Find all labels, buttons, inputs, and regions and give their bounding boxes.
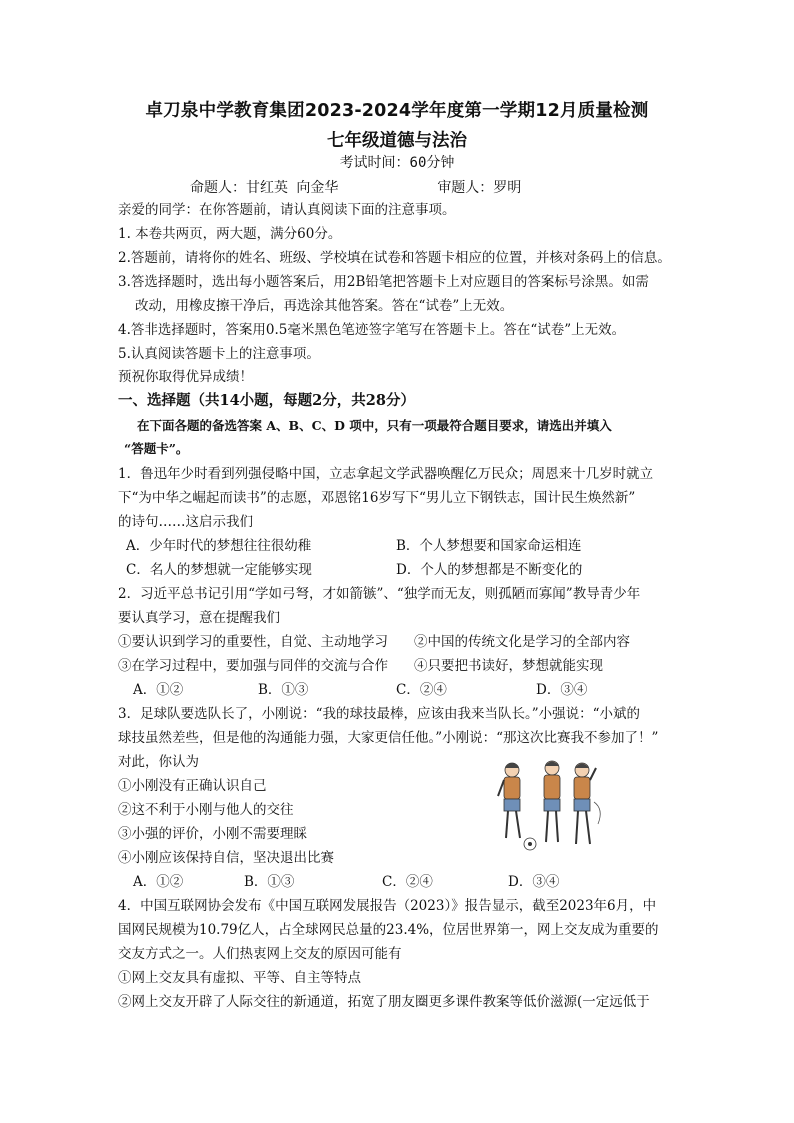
question-text: 球技虽然差些，但是他的沟通能力强，大家更信任他。”小刚说：“那这次比赛我不参加了！” [118,730,659,746]
notice-greeting: 亲爱的同学：在你答题前，请认真阅读下面的注意事项。 [118,202,456,218]
option-b: B．①③ [244,874,295,890]
question-text: 交友方式之一。人们热衷网上交友的原因可能有 [118,946,402,962]
section-instruction: “答题卡”。 [124,441,189,456]
notice-item: 改动，用橡皮擦干净后，再选涂其他答案。答在“试卷”上无效。 [135,298,514,314]
option-d: D．③④ [508,874,560,890]
option-c: C．名人的梦想就一定能够实现 [126,562,312,578]
statement: ②中国的传统文化是学习的全部内容 [414,634,630,650]
notice-item: 2.答题前，请将你的姓名、班级、学校填在试卷和答题卡相应的位置，并核对条码上的信息。 [118,250,671,266]
player-figure [498,763,520,838]
notice-item: 4.答非选择题时，答案用0.5毫米黑色笔迹签字笔写在答题卡上。答在“试卷”上无效。 [118,322,626,338]
exam-subtitle: 七年级道德与法治 [327,131,467,151]
notice-wish: 预祝你取得优异成绩！ [118,369,253,385]
exam-title: 卓刀泉中学教育集团2023-2024学年度第一学期12月质量检测 [145,101,649,121]
statement: ③小强的评价，小刚不需要理睬 [118,826,307,842]
option-b: B．个人梦想要和国家命运相连 [396,538,582,554]
setter: 命题人：甘红英 向金华 [190,180,339,196]
notice-item: 5.认真阅读答题卡上的注意事项。 [118,346,320,362]
question-text: 2．习近平总书记引用“学如弓弩，才如箭镞”、“独学而无友，则孤陋而寡闻”教导青少年 [118,586,641,602]
option-d: D．③④ [536,682,588,698]
question-text: 3．足球队要选队长了，小刚说：“我的球技最棒，应该由我来当队长。”小强说：“小斌的 [118,706,641,722]
notice-item: 3.答选择题时，选出每小题答案后，用2B铅笔把答题卡上对应题目的答案标号涂黑。如需 [118,274,649,290]
option-d: D．个人的梦想都是不断变化的 [396,562,583,578]
statement: ④小刚应该保持自信，坚决退出比赛 [118,850,334,866]
question-text: 要认真学习，意在提醒我们 [118,610,280,626]
statement: ①要认识到学习的重要性，自觉、主动地学习 [118,634,388,650]
question-text: 国网民规模为10.79亿人，占全球网民总量的23.4%，位居世界第一，网上交友成为重要的 [118,922,659,938]
authors-line [190,177,521,197]
option-a: A．①② [133,874,184,890]
statement: ①网上交友具有虚拟、平等、自主等特点 [118,970,361,986]
statement: ②网上交友开辟了人际交往的新通道，拓宽了朋友圈更多课件教案等低价滋源(一定远低于 [118,994,650,1010]
section-instruction: 在下面各题的备选答案 A、B、C、D 项中，只有一项最符合题目要求，请选出并填入 [137,418,612,433]
option-c: C．②④ [382,874,433,890]
question-text: 1．鲁迅年少时看到列强侵略中国，立志拿起文学武器唤醒亿万民众；周恩来十几岁时就立 [118,466,654,482]
option-b: B．①③ [258,682,309,698]
statement: ④只要把书读好，梦想就能实现 [414,658,603,674]
section-heading: 一、选择题（共14小题，每题2分，共28分） [118,392,415,409]
statement: ①小刚没有正确认识自己 [118,778,267,794]
option-c: C．②④ [396,682,447,698]
notice-item: 1. 本卷共两页，两大题，满分60分。 [118,226,342,242]
option-a: A．少年时代的梦想往往很幼稚 [126,538,312,554]
statement: ②这不利于小刚与他人的交往 [118,802,294,818]
reviewer: 审题人：罗明 [437,180,522,196]
soccer-players-illustration [490,754,610,854]
question-text: 的诗句……这启示我们 [118,514,253,530]
question-text: 4．中国互联网协会发布《中国互联网发展报告（2023）》报告显示，截至2023年6月，中 [118,898,657,914]
player-figure [574,763,600,844]
question-text: 对此，你认为 [118,754,199,770]
option-a: A．①② [133,682,184,698]
statement: ③在学习过程中，要加强与同伴的交流与合作 [118,658,388,674]
question-text: 下“为中华之崛起而读书”的志愿，邓恩铭16岁写下“男儿立下钢铁志，国计民生焕然新” [118,490,636,506]
player-figure [544,761,560,842]
exam-time: 考试时间：60分钟 [339,155,455,171]
